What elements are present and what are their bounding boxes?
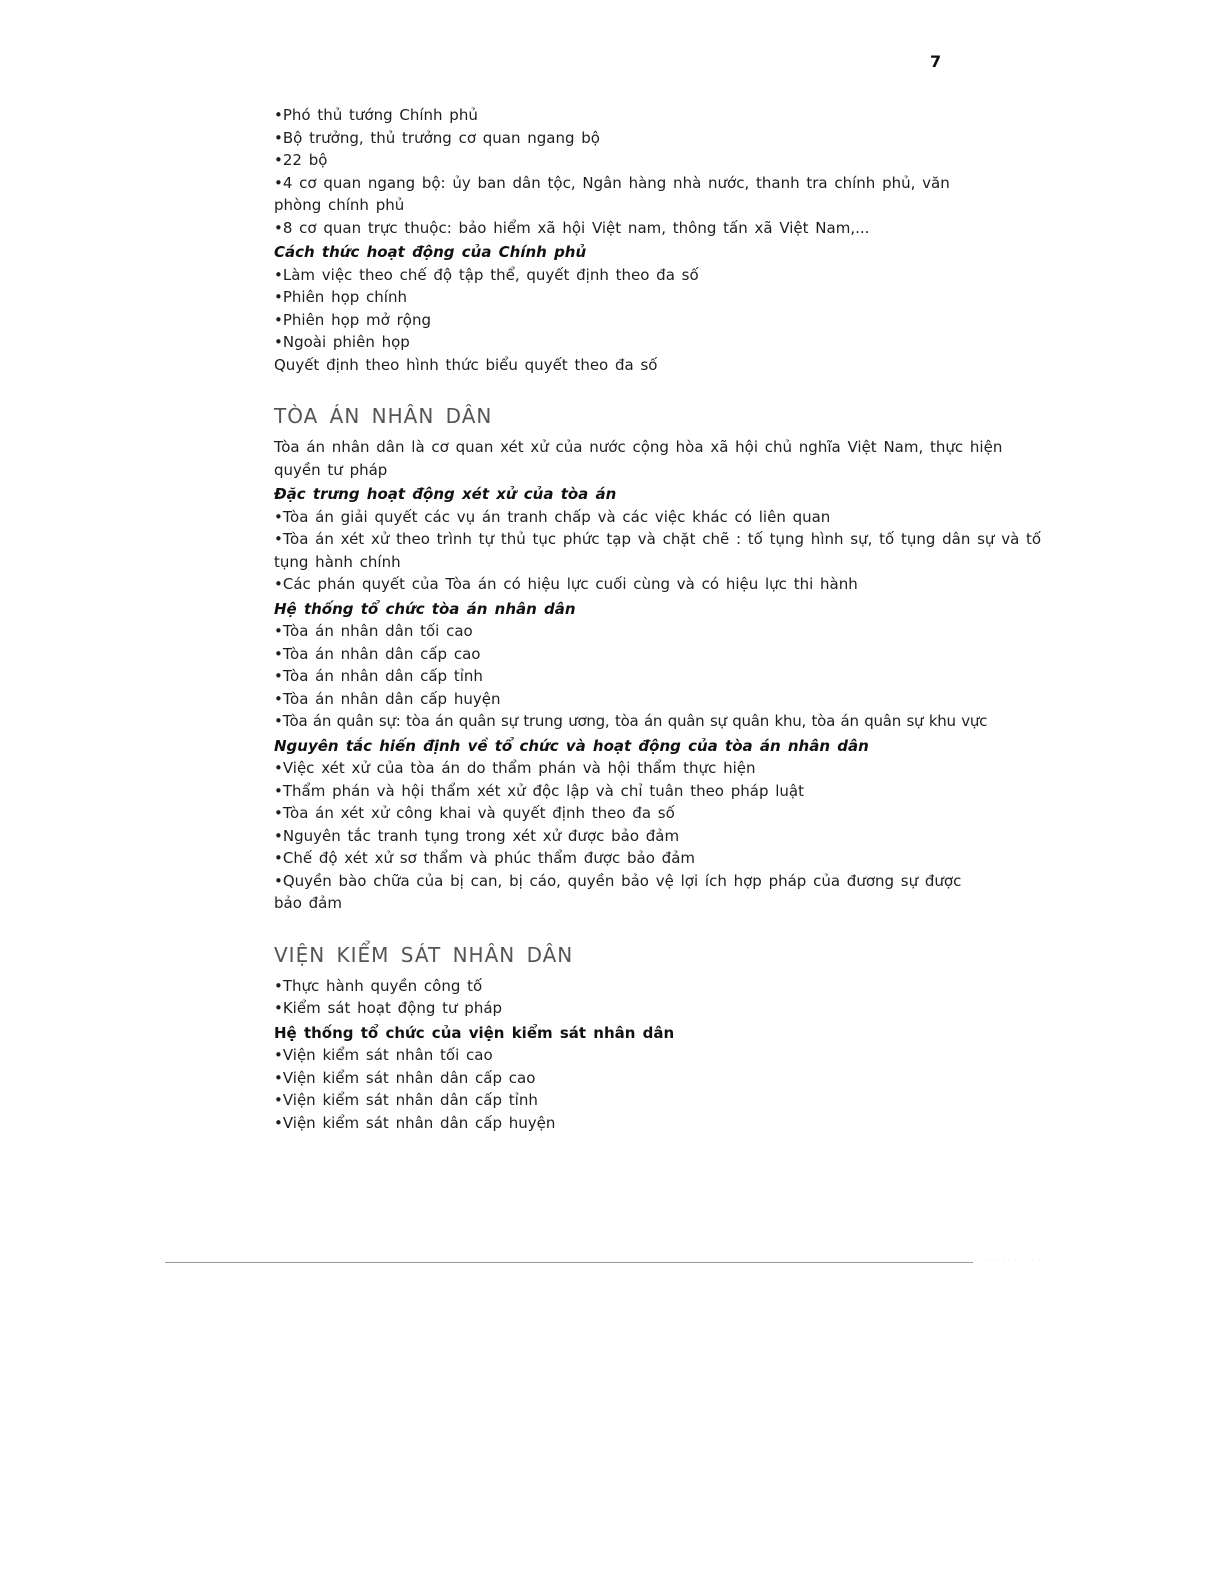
- subheading-government-operation: Cách thức hoạt động của Chính phủ: [274, 243, 587, 261]
- list-item: •Các phán quyết của Tòa án có hiệu lực cuối cùng và có hiệu lực thi hành: [274, 575, 858, 593]
- list-item: •Viện kiểm sát nhân dân cấp tỉnh: [274, 1091, 538, 1109]
- list-item: •Thẩm phán và hội thẩm xét xử độc lập và chỉ tuân theo pháp luật: [274, 781, 805, 800]
- list-item: •Làm việc theo chế độ tập thể, quyết định theo đa số: [274, 265, 699, 284]
- list-item: •Ngoài phiên họp: [274, 333, 410, 351]
- list-item: •Thực hành quyền công tố: [274, 976, 483, 995]
- court-system-list: [274, 620, 1064, 733]
- government-members-list: [274, 104, 1064, 239]
- list-item: •Bộ trưởng, thủ trưởng cơ quan ngang bộ: [274, 128, 600, 147]
- list-item: •Tòa án nhân dân cấp tỉnh: [274, 667, 483, 685]
- list-item: •Nguyên tắc tranh tụng trong xét xử được bảo đảm: [274, 826, 680, 845]
- list-item: •Viện kiểm sát nhân dân cấp cao: [274, 1068, 536, 1087]
- list-item: •Tòa án nhân dân cấp cao: [274, 644, 481, 663]
- footer-faint-mark: · · · · · · · · · ·: [985, 1258, 1041, 1265]
- list-item: •Phó thủ tướng Chính phủ: [274, 106, 478, 124]
- list-item: •Quyền bào chữa của bị can, bị cáo, quyền bảo vệ lợi ích hợp pháp của đương sự được bảo đảm: [274, 871, 962, 912]
- list-item: •Chế độ xét xử sơ thẩm và phúc thẩm được bảo đảm: [274, 849, 696, 867]
- government-operation-list: [274, 264, 1064, 354]
- procuracy-functions-list: [274, 975, 1064, 1020]
- list-item: •Kiểm sát hoạt động tư pháp: [274, 999, 503, 1017]
- procuracy-system-list: [274, 1044, 1064, 1134]
- document-body: [274, 104, 1064, 1134]
- list-item: •Phiên họp chính: [274, 288, 407, 306]
- list-item: •Tòa án nhân dân cấp huyện: [274, 689, 501, 708]
- list-item: •Tòa án quân sự: tòa án quân sự trung ương, tòa án quân sự quân khu, tòa án quân sự khu vực: [274, 712, 988, 730]
- section-heading-court: TÒA ÁN NHÂN DÂN: [274, 404, 493, 428]
- subheading-court-system: Hệ thống tổ chức tòa án nhân dân: [274, 599, 576, 618]
- list-item: •Phiên họp mở rộng: [274, 310, 431, 329]
- subheading-procuracy-system: Hệ thống tổ chức của viện kiểm sát nhân dân: [274, 1023, 675, 1042]
- footer-divider: [165, 1262, 973, 1263]
- list-item: •Tòa án giải quyết các vụ án tranh chấp và các việc khác có liên quan: [274, 507, 831, 526]
- list-item: •Tòa án xét xử theo trình tự thủ tục phức tạp và chặt chẽ : tố tụng hình sự, tố tụng dân sự và tố tụng hành chính: [274, 530, 1042, 571]
- court-features-list: [274, 506, 1064, 596]
- list-item: •Tòa án xét xử công khai và quyết định theo đa số: [274, 804, 675, 822]
- subheading-court-features: Đặc trưng hoạt động xét xử của tòa án: [274, 485, 617, 503]
- list-item: •Việc xét xử của tòa án do thẩm phán và hội thẩm thực hiện: [274, 759, 756, 777]
- government-operation-note: Quyết định theo hình thức biểu quyết theo đa số: [274, 355, 658, 374]
- court-intro: Tòa án nhân dân là cơ quan xét xử của nước cộng hòa xã hội chủ nghĩa Việt Nam, thực hiện quyền tư pháp: [274, 438, 1003, 479]
- list-item: •Viện kiểm sát nhân dân cấp huyện: [274, 1113, 556, 1132]
- list-item: •Tòa án nhân dân tối cao: [274, 622, 473, 640]
- list-item: •Viện kiểm sát nhân tối cao: [274, 1046, 493, 1064]
- section-heading-procuracy: VIỆN KIỂM SÁT NHÂN DÂN: [274, 942, 574, 967]
- subheading-court-principles: Nguyên tắc hiến định về tổ chức và hoạt động của tòa án nhân dân: [274, 736, 869, 755]
- list-item: •8 cơ quan trực thuộc: bảo hiểm xã hội Việt nam, thông tấn xã Việt Nam,...: [274, 218, 870, 237]
- list-item: •4 cơ quan ngang bộ: ủy ban dân tộc, Ngân hàng nhà nước, thanh tra chính phủ, văn phòng chính phủ: [274, 173, 950, 214]
- page-number: 7: [930, 52, 942, 71]
- court-principles-list: [274, 757, 1064, 915]
- list-item: •22 bộ: [274, 151, 328, 169]
